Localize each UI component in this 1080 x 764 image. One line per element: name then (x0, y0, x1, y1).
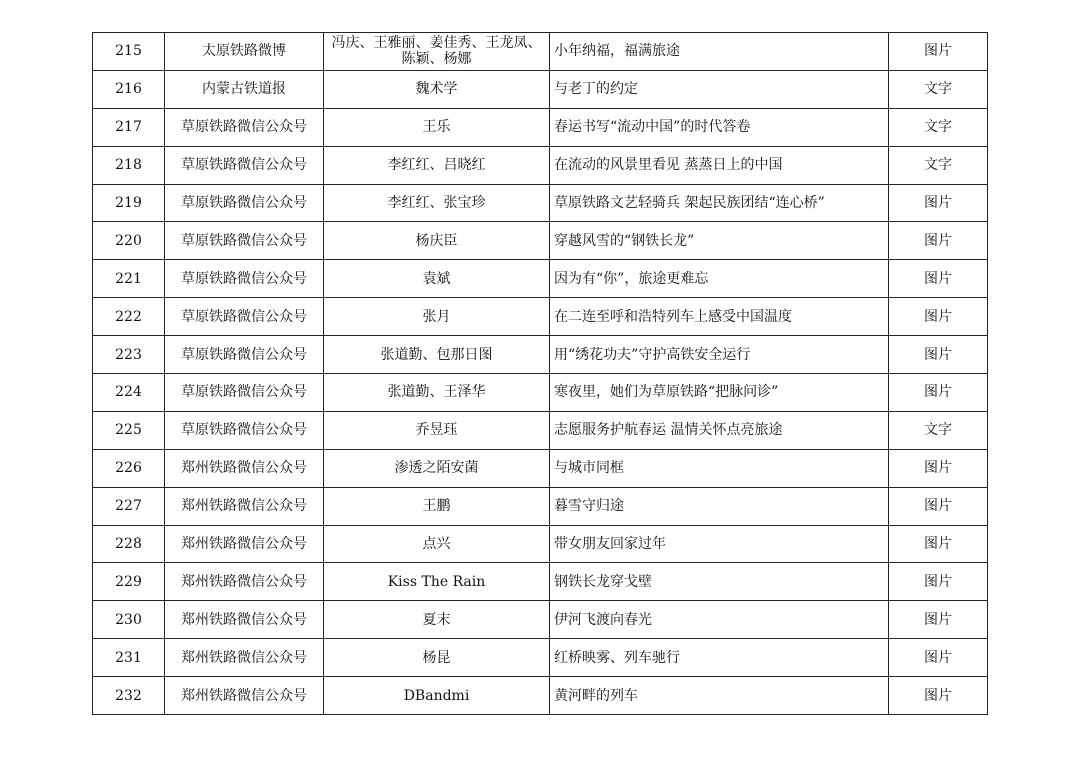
row-number: 228 (93, 525, 165, 563)
row-number: 227 (93, 487, 165, 525)
row-title: 寒夜里，她们为草原铁路“把脉问诊” (550, 374, 889, 412)
row-type: 图片 (889, 487, 988, 525)
row-author: 王乐 (324, 108, 550, 146)
row-source: 草原铁路微信公众号 (165, 411, 324, 449)
row-author: 乔昱珏 (324, 411, 550, 449)
row-source: 郑州铁路微信公众号 (165, 563, 324, 601)
row-number: 218 (93, 146, 165, 184)
row-type: 图片 (889, 33, 988, 71)
row-type: 图片 (889, 298, 988, 336)
row-author: 张月 (324, 298, 550, 336)
table-row (93, 449, 988, 487)
row-type: 图片 (889, 601, 988, 639)
row-source: 草原铁路微信公众号 (165, 298, 324, 336)
award-list-table (92, 32, 988, 715)
row-title: 志愿服务护航春运 温情关怀点亮旅途 (550, 411, 889, 449)
row-author: 点兴 (324, 525, 550, 563)
row-number: 230 (93, 601, 165, 639)
row-source: 草原铁路微信公众号 (165, 374, 324, 412)
row-source: 郑州铁路微信公众号 (165, 639, 324, 677)
row-author: 王鹏 (324, 487, 550, 525)
row-author: 魏术学 (324, 70, 550, 108)
row-number: 229 (93, 563, 165, 601)
table-row (93, 677, 988, 715)
row-author: 李红红、张宝珍 (324, 184, 550, 222)
row-source: 郑州铁路微信公众号 (165, 449, 324, 487)
row-author: 杨昆 (324, 639, 550, 677)
row-title: 在流动的风景里看见 蒸蒸日上的中国 (550, 146, 889, 184)
row-source: 草原铁路微信公众号 (165, 108, 324, 146)
row-author: 杨庆臣 (324, 222, 550, 260)
row-title: 春运书写“流动中国”的时代答卷 (550, 108, 889, 146)
row-title: 暮雪守归途 (550, 487, 889, 525)
row-number: 231 (93, 639, 165, 677)
table-row (93, 336, 988, 374)
row-type: 文字 (889, 146, 988, 184)
row-source: 草原铁路微信公众号 (165, 146, 324, 184)
row-source: 郑州铁路微信公众号 (165, 601, 324, 639)
table-row (93, 525, 988, 563)
table-row (93, 184, 988, 222)
table-row (93, 601, 988, 639)
row-author: 张道勤、包那日图 (324, 336, 550, 374)
row-number: 221 (93, 260, 165, 298)
row-source: 太原铁路微博 (165, 33, 324, 71)
row-number: 215 (93, 33, 165, 71)
row-type: 图片 (889, 525, 988, 563)
row-title: 穿越风雪的“钢铁长龙” (550, 222, 889, 260)
row-author: 李红红、吕晓红 (324, 146, 550, 184)
row-title: 带女朋友回家过年 (550, 525, 889, 563)
table-row (93, 260, 988, 298)
table-row (93, 222, 988, 260)
row-author: 冯庆、王雅丽、姜佳秀、王龙凤、陈颖、杨娜 (324, 33, 550, 71)
table-row (93, 563, 988, 601)
row-author: 夏末 (324, 601, 550, 639)
row-number: 224 (93, 374, 165, 412)
row-type: 图片 (889, 222, 988, 260)
row-title: 钢铁长龙穿戈壁 (550, 563, 889, 601)
row-title: 因为有“你”，旅途更难忘 (550, 260, 889, 298)
table-row (93, 298, 988, 336)
row-number: 219 (93, 184, 165, 222)
row-title: 与城市同框 (550, 449, 889, 487)
table-row (93, 639, 988, 677)
table-body (93, 33, 988, 715)
row-title: 黄河畔的列车 (550, 677, 889, 715)
table-row (93, 487, 988, 525)
row-type: 图片 (889, 374, 988, 412)
table-row (93, 374, 988, 412)
row-source: 内蒙古铁道报 (165, 70, 324, 108)
row-source: 郑州铁路微信公众号 (165, 677, 324, 715)
row-type: 图片 (889, 336, 988, 374)
row-title: 与老丁的约定 (550, 70, 889, 108)
row-type: 文字 (889, 411, 988, 449)
row-type: 图片 (889, 260, 988, 298)
row-author: 袁斌 (324, 260, 550, 298)
row-number: 226 (93, 449, 165, 487)
row-number: 216 (93, 70, 165, 108)
row-title: 在二连至呼和浩特列车上感受中国温度 (550, 298, 889, 336)
row-author: 渗透之陌安菌 (324, 449, 550, 487)
row-title: 用“绣花功夫”守护高铁安全运行 (550, 336, 889, 374)
row-type: 图片 (889, 184, 988, 222)
row-source: 草原铁路微信公众号 (165, 260, 324, 298)
row-type: 图片 (889, 449, 988, 487)
table-row (93, 70, 988, 108)
row-author: DBandmi (324, 677, 550, 715)
row-source: 草原铁路微信公众号 (165, 336, 324, 374)
table-row (93, 108, 988, 146)
row-type: 图片 (889, 563, 988, 601)
row-number: 222 (93, 298, 165, 336)
row-source: 郑州铁路微信公众号 (165, 487, 324, 525)
table-row (93, 146, 988, 184)
row-title: 小年纳福，福满旅途 (550, 33, 889, 71)
table-row (93, 33, 988, 71)
row-type: 图片 (889, 677, 988, 715)
row-number: 223 (93, 336, 165, 374)
row-title: 红桥映雾、列车驰行 (550, 639, 889, 677)
row-number: 217 (93, 108, 165, 146)
row-title: 伊河飞渡向春光 (550, 601, 889, 639)
row-type: 文字 (889, 108, 988, 146)
row-source: 草原铁路微信公众号 (165, 222, 324, 260)
row-author: 张道勤、王泽华 (324, 374, 550, 412)
row-type: 文字 (889, 70, 988, 108)
table-row (93, 411, 988, 449)
row-source: 郑州铁路微信公众号 (165, 525, 324, 563)
row-number: 225 (93, 411, 165, 449)
row-number: 220 (93, 222, 165, 260)
row-source: 草原铁路微信公众号 (165, 184, 324, 222)
row-type: 图片 (889, 639, 988, 677)
row-number: 232 (93, 677, 165, 715)
row-author: Kiss The Rain (324, 563, 550, 601)
row-title: 草原铁路文艺轻骑兵 架起民族团结“连心桥” (550, 184, 889, 222)
